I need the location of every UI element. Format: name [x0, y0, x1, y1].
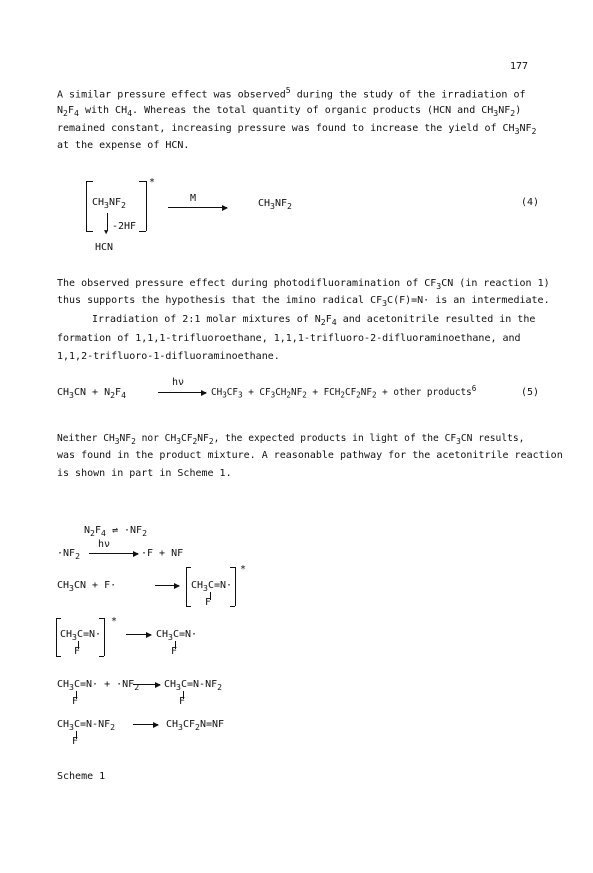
reaction-arrow-icon	[155, 585, 179, 586]
eq5-hv: hν	[172, 377, 185, 388]
eq4-arrow-label: M	[190, 193, 197, 204]
eq5-products: $CH_3CF_3 + CF_3CH_2NF_2 + FCH_2CF_2NF_2$ + other products$^6$	[211, 383, 477, 400]
scheme-final-product: $CH_3CF_2N=NF$	[166, 719, 225, 732]
scheme-relaxed: $CH_3C=N\cdot$	[156, 629, 198, 642]
page-number: 177	[510, 61, 529, 72]
left-bracket	[186, 567, 187, 606]
equation-number: (5)	[521, 387, 540, 398]
scheme-star: *	[240, 564, 247, 575]
paragraph-line: The observed pressure effect during photodifluoramination of $CF_3CN$ (in reaction 1)	[57, 278, 550, 291]
paragraph-line: Irradiation of 2:1 molar mixtures of $N_2F_4$ and acetonitrile resulted in the	[92, 314, 536, 327]
eq4-loss: -2HF	[112, 221, 137, 232]
fluorine-label: F	[72, 696, 79, 707]
paragraph-line: at the expense of HCN.	[57, 140, 190, 151]
left-bracket	[86, 181, 87, 231]
reaction-arrow-icon	[168, 207, 227, 208]
scheme-rearrange: $CH_3C=N-NF_2$	[57, 719, 116, 732]
paragraph-line: formation of 1,1,1-trifluoroethane, 1,1,1-trifluoro-2-difluoraminoethane, and	[57, 333, 521, 344]
scheme-star: *	[111, 616, 118, 627]
right-bracket	[146, 181, 147, 231]
scheme-excited: $CH_3C=N\cdot$	[60, 629, 102, 642]
scheme-reactants: $CH_3CN + F\cdot$	[57, 580, 117, 593]
eq4-product: $CH_3NF_2$	[258, 198, 292, 211]
paragraph-line: was found in the product mixture. A reasonable pathway for the acetonitrile reaction	[57, 450, 563, 461]
scheme-equilibrium: $N_2F_4$ ⇌ $\cdot NF_2$	[84, 525, 147, 538]
right-bracket	[235, 567, 236, 606]
reaction-arrow-icon	[89, 553, 138, 554]
left-bracket	[56, 618, 57, 656]
scheme-coupling: $CH_3C=N\cdot + \cdot NF_2$	[57, 679, 140, 692]
paragraph-line: remained constant, increasing pressure was found to increase the yield of $CH_3NF_2$	[57, 123, 537, 136]
scheme-intermediate: $CH_3C=N\cdot$	[191, 580, 233, 593]
eq5-reactants: $CH_3CN + N_2F_4$	[57, 387, 127, 400]
reaction-arrow-icon	[133, 684, 160, 685]
paragraph-line: $N_2F_4$ with $CH_4$. Whereas the total quantity of organic products (HCN and $CH_3NF_2$)	[57, 105, 522, 118]
paragraph-line: A similar pressure effect was observed$^5$ during the study of the irradiation of	[57, 85, 526, 101]
fluorine-label: F	[179, 696, 186, 707]
fluorine-label: F	[205, 597, 212, 608]
paragraph-line: is shown in part in Scheme 1.	[57, 468, 232, 479]
fluorine-label: F	[72, 736, 79, 747]
reaction-arrow-icon	[158, 392, 206, 393]
down-arrow-icon: ▼	[104, 228, 109, 236]
paragraph-line: Neither $CH_3NF_2$ nor $CH_3CF_2NF_2$, the expected products in light of the $CF_3CN$ results,	[57, 433, 525, 446]
scheme-caption: Scheme 1	[57, 771, 106, 782]
paragraph-line: thus supports the hypothesis that the imino radical $CF_3C(F)=N\cdot$ is an intermediate.	[57, 295, 550, 308]
scheme-hv: hν	[98, 539, 111, 550]
right-bracket	[104, 618, 105, 656]
scheme-nf2: $\cdot NF_2$	[57, 548, 80, 561]
eq4-star: *	[149, 177, 156, 188]
reaction-arrow-icon	[133, 724, 158, 725]
reaction-arrow-icon	[126, 634, 151, 635]
paragraph-line: 1,1,2-trifluoro-1-difluoraminoethane.	[57, 351, 280, 362]
eq4-reactant: $CH_3NF_2$	[92, 197, 126, 210]
scheme-products: ·F + NF	[141, 548, 184, 559]
scheme-adduct: $CH_3C=N-NF_2$	[164, 679, 223, 692]
fluorine-label: F	[74, 646, 81, 657]
equation-number: (4)	[521, 197, 540, 208]
eq4-byproduct: HCN	[95, 242, 114, 253]
fluorine-label: F	[171, 646, 178, 657]
